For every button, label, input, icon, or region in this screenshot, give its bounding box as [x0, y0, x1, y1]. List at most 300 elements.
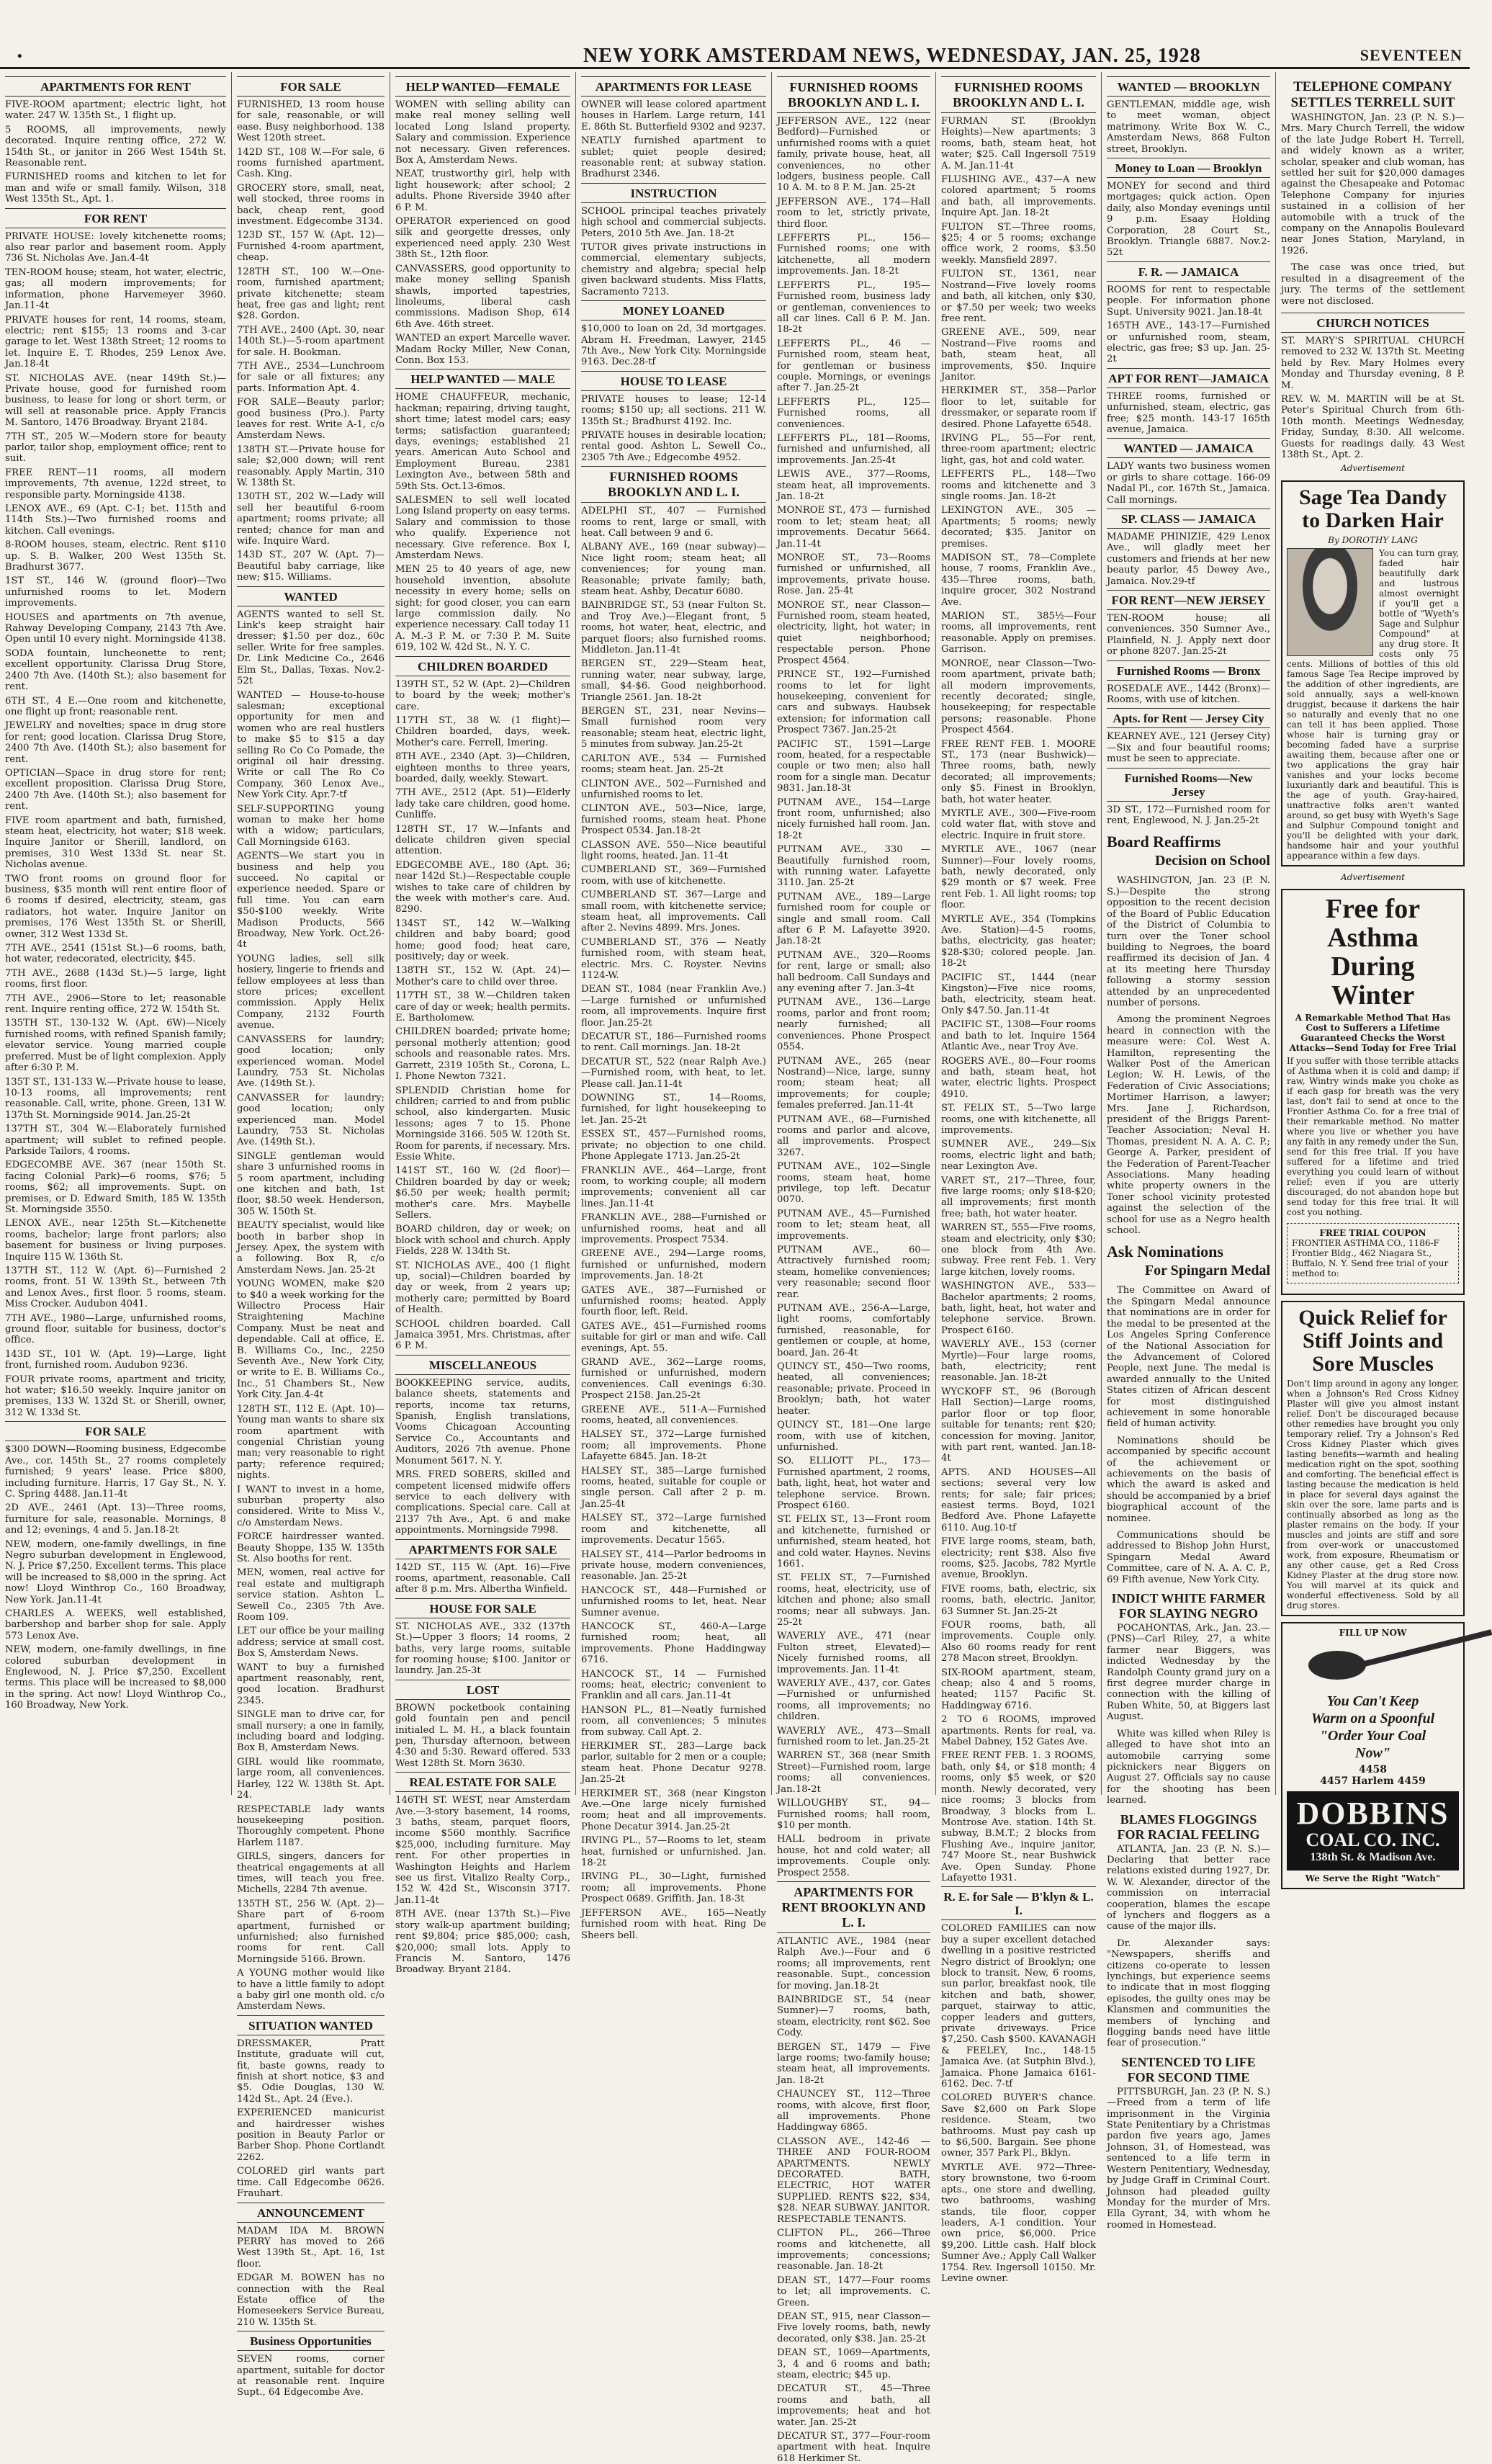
section-heading: Furnished Rooms — Bronx [1107, 660, 1270, 681]
classified-ad: DRESSMAKER, Pratt Institute, graduate will cut, fit, baste gowns, ready to finish at short notice, $3 and $5. Odie Douglas, 130 W. 142d St., Apt. 24 (Eve.). [237, 2038, 385, 2105]
classified-ad: 142D ST., 115 W. (Apt. 16)—Five rooms, apartment, reasonable. Call after 8 p.m. Mrs. Albertha Winfield. [395, 1562, 570, 1595]
ad-body: If you suffer with those terrible attacks of Asthma when it is cold and damp; if raw, Wintry winds make you choke as if each gasp for breath was the very last, don't fail to send at once to the Frontier Asthma Co. for a free trial of their remarkable method. No matter where you live or whether you have any faith in any remedy under the Sun, send for this free trial. If you have suffered for a lifetime and tried everything you could learn of without relief; even if you are utterly discouraged, do not abandon hope but send today for this free trial. It will cost you nothing. [1287, 1056, 1459, 1218]
ad-list [581, 394, 766, 463]
classified-ad: ROOMS for rent to respectable people. For information phone Supt. University 9021. Jan.18-4t [1107, 284, 1270, 318]
ad-list [237, 2038, 385, 2200]
classified-ad: FULTON ST., 1361, near Nostrand—Five lovely rooms and bath, all kitchen, only $30, or $7.50 per week; two weeks free rent. [941, 269, 1096, 324]
classified-ad: LENOX AVE., 69 (Apt. C-1; bet. 115th and 114th Sts.)—Two furnished rooms and kitchen. Call evenings. [5, 503, 226, 537]
classified-ad: PACIFIC ST., 1444 (near Kingston)—Five nice rooms, bath, electricity, steam heat. Only $47.50. Jan.11-4t [941, 972, 1096, 1016]
story-paragraph: WASHINGTON, Jan. 23 (P. N. S.)—Despite the strong opposition to the recent decision of the Board of Public Education of the District of Columbia to turn over the Toner school building to Negroes, the board reaffirmed its decision of Jan. 4 at its meeting here Thursday following a stormy session attended by an unprecedented number of persons. [1107, 875, 1270, 1008]
classified-ad: 7TH AVE., 2534—Lunchroom for sale or all fixtures; any parts. Information Apt. 4. [237, 360, 385, 394]
classified-ad: CARLTON AVE., 534 — Furnished rooms; steam heat. Jan. 25-2t [581, 753, 766, 776]
classified-ad: YOUNG WOMEN, make $20 to $40 a week working for the Willectro Process Hair Straightening Machine Company. Must be neat and dependable. Call at office, E. B. Williams Co., Inc., 2250 Seventh Ave., New York City, or write to E. B. Williams Co., Inc., 51 Chambers St., New York City. Jan.4-4t [237, 1278, 385, 1401]
column-6 [936, 72, 1102, 2284]
classified-ad: WOMEN with selling ability can make real money selling well located Long Island property. Salary and commission. Experience not necessary. Given references. Box A, Amsterdam News. [395, 99, 570, 166]
classified-ad: 146TH ST. WEST, near Amsterdam Ave.—3-story basement, 14 rooms, 3 baths, steam, parquet floors, income $560 monthly. Sacrifice $25,000, including furniture. May rent. For other properties in Washington Heights and Harlem see us first. Vitalizo Realty Corp., 152 W. 42d St., Wisconsin 3717. Jan.11-4t [395, 1795, 570, 1906]
advertisement-label: Advertisement [1341, 872, 1405, 882]
classified-ad: SELF-SUPPORTING young woman to make her home with a widow; particulars, Call Morningside 6163. [237, 803, 385, 848]
classified-ad: SODA fountain, luncheonette to rent; excellent opportunity. Clarissa Drug Store, 2400 7th Ave. (140th St.); also basement for rent. [5, 648, 226, 693]
dobbins-logo [1287, 1791, 1459, 1871]
ad-list [5, 99, 226, 205]
free-trial-coupon[interactable] [1287, 1223, 1459, 1283]
ad-list [1281, 336, 1465, 460]
classified-ad: 130TH ST., 202 W.—Lady will sell her beautiful 6-room apartment; rooms private; all rented; chance for man and wife. Inquire Ward. [237, 491, 385, 547]
ad-list [237, 609, 385, 2012]
section-heading: MISCELLANEOUS [395, 1355, 570, 1375]
classified-ad: DEAN ST., 1477—Four rooms to let; all improvements. C. Green. [777, 2275, 930, 2308]
section-heading: Furnished Rooms—New Jersey [1107, 768, 1270, 802]
classified-ad: CHAUNCEY ST., 112—Three rooms, with alcove, first floor, all improvements. Phone Haddingway 6865. [777, 2089, 930, 2133]
classified-ad: BOOKKEEPING service, audits, balance sheets, statements and reports, income tax returns, Spanish, English translations, Vooms Chicagoan Accounting Service Co., Accountants and Auditors, 2026 7th avenue. Phone Monument 5617. N. Y. [395, 1377, 570, 1466]
news-subheadline: Decision on School [1154, 853, 1270, 869]
page-number: SEVENTEEN [1360, 46, 1462, 64]
classified-ad: PACIFIC ST., 1591—Large room, heated, for a respectable couple or two men; also hall room for a single man. Decatur 9831. Jan.18-3t [777, 738, 930, 794]
news-subheadline: For Spingarn Medal [1144, 1263, 1270, 1279]
ad-headline: Stiff Joints and [1302, 1329, 1444, 1353]
woman-portrait-icon [1287, 548, 1373, 656]
classified-ad: SALESMEN to sell well located Long Island property on easy terms. Salary and commission to those who qualify. Experience not necessary. Give reference. Box I, Amsterdam News. [395, 495, 570, 562]
section-heading: FURNISHED ROOMS BROOKLYN AND L. I. [777, 76, 930, 113]
classified-ad: MRS. FRED SOBERS, skilled and competent licensed midwife offers service to each delivery with complications. Special care. Call at 2137 7th Ave., Apt. 6 and make appointments. Morningside 7998. [395, 1469, 570, 1536]
ad-headline: During Winter [1331, 951, 1415, 1011]
column-7 [1102, 72, 1276, 2231]
classified-ad: YOUNG ladies, sell silk hosiery, lingerie to friends and fellow employees at less than store prices; excellent commission. Apply Helix Company, 2132 Fourth avenue. [237, 953, 385, 1031]
classified-ad: FOUR rooms, bath, all improvements. Couple only. Also 60 rooms ready for rent 278 Macon street, Brooklyn. [941, 1620, 1096, 1665]
classified-ad: CHARLES A. WEEKS, well established, barbershop and barber shop for sale. Apply 573 Lenox Ave. [5, 1608, 226, 1641]
classified-ad: MARION ST., 385½—Four rooms, all improvements, rent reasonable. Apply on premises. Garrison. [941, 611, 1096, 655]
classified-ad: PUTNAM AVE., 256-A—Large, light rooms, comfortably furnished, reasonable, for gentlemen or couple, at home, board, Jan. 26-4t [777, 1303, 930, 1358]
classified-ad: WAVERLY AVE., 437, cor. Gates—Furnished or unfurnished rooms, all improvements; no children. [777, 1678, 930, 1723]
classified-ad: 117TH ST., 38 W.—Children taken care of day or week; health permits. E. Bartholomew. [395, 990, 570, 1024]
classified-ad: TEN-ROOM house; steam, hot water, electric, gas; all modern improvements; for information, phone Harvemeyer 3960. Jan.11-4t [5, 266, 226, 312]
classified-ad: GROCERY store, small, neat, well stocked, three rooms in back, cheap rent, good investment. Edgecombe 3134. [237, 182, 385, 228]
classified-ad: ST. MARY'S SPIRITUAL CHURCH removed to 232 W. 137th St. Meeting held by Rev. Mary Holmes every Monday and Thursday evening, 8 P. M. [1281, 335, 1465, 391]
classified-ad: LENOX AVE., near 125th St.—Kitchenette rooms, bachelor; large front parlors; also basement for business or living purposes. Inquire 115 W. 136th St. [5, 1218, 226, 1263]
ad-slogan: You Can't Keep [1326, 1693, 1419, 1710]
story-paragraph: ATLANTA, Jan. 23 (P. N. S.)—Declaring that better race relations existed during 1927, Dr. W. W. Alexander, director of the commission on interracial cooperation, blames the escape of lynchers and floggers as a cause of the major ills. [1107, 1843, 1270, 1932]
section-heading: FOR RENT [5, 208, 226, 228]
classified-ad: FRANKLIN AVE., 288—Furnished or unfurnished rooms, heat and all improvements. Prospect 7534. [581, 1212, 766, 1245]
classified-ad: GRAND AVE., 362—Large rooms, furnished or unfurnished, modern conveniences. Call evenings 6:30. Prospect 2158. Jan.25-2t [581, 1357, 766, 1402]
section-heading: R. E. for Sale — B'klyn & L. I. [941, 1886, 1096, 1920]
classified-ad: PRIVATE houses in desirable location; rental good. Ashton L. Sewell Co., 2305 7th Ave.; Edgecombe 4952. [581, 429, 766, 463]
ad-list [5, 1444, 226, 1711]
classified-ad: PUTNAM AVE., 68—Furnished rooms and parlor and alcove, all improvements. Prospect 3267. [777, 1114, 930, 1158]
classified-ad: PUTNAM AVE., 189—Large furnished room for couple or single and small room. Call after 6 P. M. Lafayette 3920. Jan.18-2t [777, 891, 930, 947]
section-heading: Money to Loan — Brooklyn [1107, 158, 1270, 178]
story-paragraph: Among the prominent Negroes heard in connection with the measure were: Col. West A. Hamilton, representing the Walker Post of the American Legion; W. H. Lewis, of the Federation of Civic Associations; Mortimer Harrison, a lawyer; Mrs. Jane J. Richardson, president of the Briggs Parent-Teacher Association; Neval H. Thomas, president N. A. A. C. P.; George A. Parker, president of the Federation of Parent-Teacher Associations. Many heading white property owners in the Toner school vicinity protested against the selection of the school for use as a Negro health school. [1107, 1014, 1270, 1237]
ad-list [581, 323, 766, 368]
classified-ad: CLINTON AVE., 503—Nice, large, furnished rooms, steam heat. Phone Prospect 0534. Jan.18-2t [581, 803, 766, 837]
column-1 [0, 72, 232, 1795]
classified-ad: COLORED girl wants part time. Call Edgecombe 0626. Frauhart. [237, 2166, 385, 2200]
classified-ad: 2D AVE., 2461 (Apt. 13)—Three rooms, furniture for sale, reasonable. Mornings, 8 and 12; evenings, 4 and 5. Jan.18-2t [5, 1502, 226, 1536]
classified-ad: WASHINGTON AVE., 533—Bachelor apartments; 2 rooms, bath, light, heat, hot water and telephone service. Brown. Prospect 6160. [941, 1281, 1096, 1336]
classified-ad: WILLOUGHBY ST., 94—Furnished rooms; hall room, $10 per month. [777, 1798, 930, 1831]
classified-ad: PRIVATE houses to lease; 12-14 rooms; $150 up; all sections. 211 W. 135th St.; Bradhurst 4192. Inc. [581, 393, 766, 427]
ad-list [395, 1378, 570, 1536]
classified-ad: FLUSHING AVE., 437—A new colored apartment; 5 rooms and bath, all improvements. Inquire Apt. Jan. 18-2t [941, 174, 1096, 219]
classified-ad: 1ST ST., 146 W. (ground floor)—Two unfurnished rooms to let. Modern improvements. [5, 575, 226, 609]
classified-ad: REV. W. M. MARTIN will be at St. Peter's Spiritual Church from 6th-10th month. Meetings Wednesday, Friday, Sunday, 8:30. All welcome. Guests for readings daily. 43 West 138th St., Apt. 2. [1281, 393, 1465, 460]
classified-ad: 165TH AVE., 143-17—Furnished or unfurnished room, steam, electric, gas free; $3 up. Jan. 25-2t [1107, 321, 1270, 365]
classified-ad: GIRLS, singers, dancers for theatrical engagements at all times, will teach you free. Michells, 2284 7th avenue. [237, 1851, 385, 1896]
classified-ad: HOME CHAUFFEUR, mechanic, hackman; repairing, driving taught, short time; latest model cars; easy terms; satisfaction guaranteed; days, evenings; established 21 years. American Auto School and Employment Bureau, 2381 Lexington Ave., between 58th and 59th Sts. Oct.13-6mos. [395, 392, 570, 492]
column-5 [772, 72, 936, 2464]
classified-ad: HALSEY ST., 372—Large furnished room; all improvements. Phone Lafayette 6845. Jan. 18-2t [581, 1429, 766, 1463]
classified-ad: ST. FELIX ST., 13—Front room and kitchenette, furnished or unfurnished, steam heated, hot and cold water. Haynes. Nevins 1661. [777, 1514, 930, 1569]
classified-ad: 5 ROOMS, all improvements, newly decorated. Inquire renting office, 272 W. 154th St., or janitor in 266 West 154th St. Reasonable rent. [5, 124, 226, 169]
classified-ad: CLIFTON PL., 266—Three rooms and kitchenette, all improvements; concessions; reasonable. Jan. 18-2t [777, 2228, 930, 2272]
ad-tag: FILL UP NOW [1339, 1628, 1407, 1639]
classified-ad: LEFFERTS PL., 148—Two rooms and kitchenette and 3 single rooms. Jan. 18-2t [941, 469, 1096, 502]
classified-ad: DEAN ST., 1069—Apartments, 3, 4 and 6 rooms and bath; steam, electric; $45 up. [777, 2347, 930, 2380]
section-heading: Business Opportunities [237, 2331, 385, 2351]
news-story [1107, 875, 1270, 1236]
classified-ad: ROGERS AVE., 80—Four rooms and bath, steam heat, hot water, electric lights. Prospect 4910. [941, 1055, 1096, 1100]
classified-ad: BAINBRIDGE ST., 53 (near Fulton St. and Troy Ave.)—Elegant front, 5 rooms, hot water, heat, electric, and parquet floors; also furnished rooms. Middleton. Jan.11-4t [581, 600, 766, 656]
story-paragraph: Dr. Alexander says: "Newspapers, sheriffs and citizens co-operate to lessen lynchings, but experience seems to indicate that in most flogging episodes, the guilty ones may be Klansmen and communities the members of lynching and flogging bands need have little fear of prosecution." [1107, 1937, 1270, 2049]
classified-ad: 8-ROOM houses, steam, electric. Rent $110 up. S. B. Walker, 200 West 135th St. Bradhurst 3677. [5, 539, 226, 573]
classified-ad: FURNISHED rooms and kitchen to let for man and wife or small family. Wilson, 318 West 135th St., Apt. 1. [5, 171, 226, 205]
ad-headline: Free for Asthma [1325, 894, 1421, 954]
classified-ad: HALSEY ST., 414—Parlor bedrooms in private house, modern conveniences, reasonable. Jan. 25-2t [581, 1549, 766, 1582]
ad-list [395, 1795, 570, 1976]
classified-ad: NEAT, trustworthy girl, help with light housework; after school; 2 adults. Phone Riverside 3940 after 6 P. M. [395, 169, 570, 213]
classified-ad: 128TH ST., 100 W.—One-room, furnished apartment; private kitchenette; steam heat, free gas and light; rent $28. Gordon. [237, 266, 385, 322]
classified-ad: FOR SALE—Beauty parlor; good business (Pro.). Party leaves for rest. Write A-1, c/o Amsterdam News. [237, 397, 385, 442]
classified-ad: BEAUTY specialist, would like booth in barber shop in Jersey. Apex, the system with a following. Box R, c/o Amsterdam News. Jan. 25-2t [237, 1220, 385, 1276]
section-heading: ANNOUNCEMENT [237, 2203, 385, 2223]
classified-ad: SINGLE gentleman would share 3 unfurnished rooms in 5 room apartment, including one kitchen and bath, 1st floor, $8.50 week. Henderson, 305 W. 150th St. [237, 1150, 385, 1217]
classified-ad: CLASSON AVE. 550—Nice beautiful light rooms, heated. Jan. 11-4t [581, 839, 766, 861]
ad-list [1107, 805, 1270, 827]
news-headline: Ask Nominations [1107, 1242, 1223, 1261]
section-heading: F. R. — JAMAICA [1107, 261, 1270, 282]
classified-ad: WANTED — House-to-house salesman; exceptional opportunity for men and women who are real hustlers to make $5 to $15 a day selling Ro Co Co Pomade, the original oil hair dressing. Write or call The Ro Co Company, 360 Lenox Ave., New York City. Apr.7-tf [237, 689, 385, 801]
company-motto: We Serve the Right "Watch" [1305, 1873, 1441, 1883]
classified-ad: SUMNER AVE., 249—Six rooms, electric light and bath; near Lexington Ave. [941, 1139, 1096, 1173]
classified-ad: DECATUR ST., 45—Three rooms and bath, all improvements; heat and hot water. Jan. 25-2t [777, 2383, 930, 2428]
classified-ad: FIVE rooms, bath, electric, six rooms, bath, electric. Janitor, 63 Sumner St. Jan.25-2t [941, 1583, 1096, 1617]
classified-ad: DECATUR ST., 522 (near Ralph Ave.)—Furnished room, with heat, to let. Please call. Jan.11-4t [581, 1056, 766, 1090]
classified-ad: 134ST ST., 142 W.—Walking children and baby board; good home; good food; heat care, positively; day or week. [395, 918, 570, 963]
classified-ad: GATES AVE., 387—Furnished or unfurnished rooms; heated. Apply fourth floor, left. Reid. [581, 1284, 766, 1318]
classified-ad: MEN 25 to 40 years of age, new household invention, absolute necessity in every home; sells on sight; for good closer, you can earn large commission daily. No experience necessary. Call today 11 A. M.-3 P. M. or 7:30 P. M. Suite 619, 102 W. 42d St., N. Y. C. [395, 564, 570, 653]
ad-lead: A Remarkable Method That Has Cost to Sufferers a Lifetime Guaranteed Checks the Worst Attacks—Send Today for Free Trial [1289, 1013, 1457, 1054]
classified-ad: MONROE ST., near Classon—Furnished room, steam heated, electricity, light, hot water; in quiet neighborhood; respectable person. Phone Prospect 4564. [777, 599, 930, 666]
classified-ad: TEN-ROOM house; all conveniences. 350 Sumner Ave., Plainfield, N. J. Apply next door or phone 8207. Jan.25-2t [1107, 613, 1270, 658]
ad-list [237, 99, 385, 583]
classified-ad: BAINBRIDGE ST., 54 (near Sumner)—7 rooms, bath, steam, electricity, rent $62. See Cody. [777, 1994, 930, 2039]
classified-ad: SINGLE man to drive car, for small nursery; a one in family, including board and lodging. Box B, Amsterdam News. [237, 1709, 385, 1754]
section-heading: WANTED — BROOKLYN [1107, 76, 1270, 97]
news-story [1281, 112, 1465, 307]
classified-ad: ST. FELIX ST., 5—Two large rooms, one with kitchenette, all improvements. [941, 1103, 1096, 1136]
section-heading: FOR RENT—NEW JERSEY [1107, 590, 1270, 610]
classified-ad: LEFFERTS PL., 46 — Furnished room, steam heat, for gentleman or business couple. Mornings, or evenings after 7. Jan.25-2t [777, 338, 930, 394]
ad-list [941, 1923, 1096, 2284]
classified-ad: BERGEN ST., 229—Steam heat, running water, near subway, large, small, $4-$6. Good neighborhood. Triangle 2561. Jan. 18-2t [581, 658, 766, 703]
classified-ad: WANT to buy a furnished apartment reasonably, rent, good location. Bradhurst 2345. [237, 1662, 385, 1706]
company-name: DOBBINS [1296, 1796, 1450, 1831]
classified-ad: BERGEN ST., 231, near Nevins—Small furnished room very reasonable; steam heat, electric light, 5 minutes from subway. Jan.25-2t [581, 706, 766, 751]
classified-ad: VARET ST., 217—Three, four, five large rooms; only $18-$20; all improvements; first month free; bath, hot water heater. [941, 1175, 1096, 1219]
section-heading: WANTED [237, 586, 385, 606]
column-3 [390, 72, 576, 1976]
classified-ad: BROWN pocketbook containing gold fountain pen and pencil initialed L. M. H., a black fountain pen, Thursday afternoon, between 4:30 and 5:30. Reward offered. 533 West 128th St. Morn 3630. [395, 1702, 570, 1769]
ad-list [777, 116, 930, 1878]
classified-ad: MYRTLE AVE., 1067 (near Sumner)—Four lovely rooms, bath, newly decorated, only $29 month or $7 week. Free rent Feb. 1. All light rooms; top floor. [941, 844, 1096, 911]
classified-ad: QUINCY ST., 450—Two rooms, heated, all conveniences; reasonable; private. Proceed in Brooklyn; bath, hot water heater. [777, 1361, 930, 1417]
column-4 [576, 72, 772, 1941]
classified-ad: CANVASSERS for laundry; good location; only experienced woman. Model Laundry, 753 St. Nicholas Ave. (149th St.). [237, 1034, 385, 1090]
ad-list [1107, 391, 1270, 436]
classified-ad: 7TH AVE., 2400 (Apt. 30, near 140th St.)—5-room apartment for sale. H. Bookman. [237, 324, 385, 358]
classified-ad: ALBANY AVE., 169 (near subway)—Nice light room; steam heat; all conveniences; for young man. Reasonable; private family; bath, steam heat. Ashby, Decatur 6080. [581, 542, 766, 597]
classified-ad: JEFFERSON AVE., 174—Hall room to let, strictly private, third floor. [777, 196, 930, 230]
classified-ad: SO. ELLIOTT PL., 173—Furnished apartment, 2 rooms, bath, light, heat, hot water and telephone service. Brown. Prospect 6160. [777, 1456, 930, 1511]
news-headline: Board Reaffirms [1107, 833, 1221, 851]
classified-ad: SCHOOL children boarded. Call Jamaica 3951, Mrs. Christmas, after 6 P. M. [395, 1318, 570, 1352]
advertisement-label: Advertisement [1341, 463, 1405, 474]
classified-ad: WAVERLY AVE., 471 (near Fulton street, Elevated)—Nicely furnished rooms, all improvements. Jan. 11-4t [777, 1631, 930, 1675]
section-heading: APARTMENTS FOR SALE [395, 1539, 570, 1559]
classified-ad: 123D ST., 157 W. (Apt. 12)—Furnished 4-room apartment, cheap. [237, 230, 385, 264]
ad-headline: to Darken Hair [1302, 508, 1444, 532]
classified-ad: IRVING PL., 30—Light, furnished room; all improvements. Phone Prospect 0689. Griffith. Jan. 18-3t [581, 1871, 766, 1905]
classified-ad: OPTICIAN—Space in drug store for rent; excellent proposition. Clarissa Drug Store, 2400 7th Ave. (140th St.); also basement for rent. [5, 767, 226, 812]
classified-ad: RESPECTABLE lady wants housekeeping position. Thoroughly competent. Phone Harlem 1187. [237, 1804, 385, 1848]
classified-ad: MADAME PHINIZIE, 429 Lenox Ave., will gladly meet her customers and friends at her new beauty parlor, 45 Dewey Ave., Jamaica. Nov.29-tf [1107, 531, 1270, 587]
section-heading: HOUSE TO LEASE [581, 371, 766, 391]
ad-list [1107, 684, 1270, 706]
masthead-bullet: • [16, 49, 24, 64]
classified-ad: ST. FELIX ST., 7—Furnished rooms, heat, electricity, use of kitchen and phone; also small rooms; near all subways. Jan. 25-2t [777, 1572, 930, 1628]
section-heading: SP. CLASS — JAMAICA [1107, 509, 1270, 529]
story-paragraph: WASHINGTON, Jan. 23 (P. N. S.)—Mrs. Mary Church Terrell, the widow of the late Judge Robert H. Terrell, and widely known as a writer, scholar, speaker and club woman, has settled her suit for $20,000 damages against the Chesapeake and Potomac Telephone Company for injuries sustained in a collision of her automobile with a truck of the company on the Annapolis Boulevard near Jones Station, Maryland, in 1926. [1281, 112, 1465, 256]
classified-ad: ST. NICHOLAS AVE., 332 (137th St.)—Upper 3 floors; 14 rooms, 2 baths, very large rooms, suitable for rooming house; $100. Janitor or laundry. Jan.25-3t [395, 1621, 570, 1677]
coupon-body: FRONTIER ASTHMA CO., 1186-F Frontier Bldg., 462 Niagara St., Buffalo, N. Y. Send free trial of your method to: [1292, 1238, 1449, 1279]
section-heading: FURNISHED ROOMS BROOKLYN AND L. I. [941, 76, 1096, 113]
classified-ad: LET our office be your mailing address; service at small cost. Box S, Amsterdam News. [237, 1626, 385, 1659]
classified-ad: ST. NICHOLAS AVE. (near 149th St.)—Private house, good for furnished room business, to lease for long or short term, or will sell at reasonable price. Apply Francis M. Santoro, 1476 Broadway. Bryant 2184. [5, 372, 226, 429]
classified-ad: FOUR private rooms, apartment and tricity, hot water; $16.50 weekly. Inquire janitor on premises, 133 W. 132d St. or Sherill, owner, 312 W. 133d St. [5, 1374, 226, 1418]
sage-tea-ad [1281, 480, 1465, 866]
classified-ad: GATES AVE., 451—Furnished rooms suitable for girl or man and wife. Call evenings, Apt. 55. [581, 1320, 766, 1354]
classified-ad: ROSEDALE AVE., 1442 (Bronx)—Rooms, with use of kitchen. [1107, 683, 1270, 706]
classified-ad: PRINCE ST., 192—Furnished rooms to let for light housekeeping, convenient for cars and subways. Haubsek extension; for information call Prospect 7367. Jan.25-2t [777, 669, 930, 736]
classified-columns [0, 72, 1470, 2464]
classified-ad: LEFFERTS PL., 156—Furnished rooms; one with kitchenette, all modern improvements. Jan. 18-2t [777, 233, 930, 277]
ad-list [1107, 181, 1270, 259]
ad-list [581, 506, 766, 1941]
ad-list [581, 99, 766, 180]
newspaper-title: NEW YORK AMSTERDAM NEWS, WEDNESDAY, JAN. 25, 1928 [583, 45, 1201, 67]
classified-ad: FURNISHED, 13 room house for sale, reasonable, or will ease. Busy neighborhood. 138 West 120th street. [237, 99, 385, 144]
classified-ad: CUMBERLAND ST., 376 — Neatly furnished room, with steam heat, electric. Mrs. C. Royster. Nevins 1124-W. [581, 936, 766, 981]
classified-ad: MONROE ST., 73—Rooms furnished or unfurnished, all improvements, private house. Rose. Jan. 25-4t [777, 552, 930, 597]
section-heading: INSTRUCTION [581, 183, 766, 203]
classified-ad: 137TH ST., 112 W. (Apt. 6)—Furnished 2 rooms, front. 51 W. 139th St., between 7th and Lenox Aves., first floor. 5 rooms, steam. Miss Crocker. Audubon 4041. [5, 1265, 226, 1310]
classified-ad: 138TH ST., 152 W. (Apt. 24)—Mother's care to child over three. [395, 965, 570, 987]
classified-ad: 141ST ST., 160 W. (2d floor)—Children boarded by day or week; $6.50 per week; health permit; mother's care. Mrs. Maybelle Sellers. [395, 1165, 570, 1221]
classified-ad: HANCOCK ST., 14 — Furnished rooms; heat, electric; convenient to Franklin and all cars. Jan.11-4t [581, 1668, 766, 1702]
classified-ad: SPLENDID Christian home for children; carried to and from public school, also kindergarten. Music lessons; ages 7 to 15. Phone Morningside 3166. 505 W. 120th St. Room for parents, if necessary. Mrs. Essie White. [395, 1085, 570, 1162]
ad-list [395, 1703, 570, 1769]
section-heading: APARTMENTS FOR LEASE [581, 76, 766, 97]
classified-ad: WARREN ST., 368 (near Smith Street)—Furnished room, large rooms; all conveniences. Jan.18-2t [777, 1750, 930, 1795]
classified-ad: FREE RENT FEB. 1. MOORE ST., 173 (near Bushwick)—Three rooms, bath, newly decorated; all improvements; only $5. Finest in Brooklyn, bath, hot water heater. [941, 738, 1096, 805]
classified-ad: GREENE AVE., 511-A—Furnished rooms, heated, all conveniences. [581, 1404, 766, 1427]
classified-ad: CANVASSERS, good opportunity to make money selling Spanish shawls, imported tapestries, linoleums, liberal cash commissions. Madison Shop, 614 6th Ave. 46th street. [395, 263, 570, 330]
classified-ad: DEAN ST., 915, near Classon—Five lovely rooms, bath, newly decorated, only $38. Jan. 25-2t [777, 2311, 930, 2344]
classified-ad: ESSEX ST., 457—Furnished rooms, private; no objection to one child. Phone Applegate 1713. Jan.25-2t [581, 1129, 766, 1162]
ad-slogan: "Order Your Coal [1319, 1728, 1426, 1744]
section-heading: FURNISHED ROOMS BROOKLYN AND L. I. [581, 466, 766, 503]
section-heading: CHILDREN BOARDED [395, 656, 570, 676]
news-story [1107, 1844, 1270, 2049]
phone-number: 4458 [1359, 1764, 1387, 1776]
coupon-title: FREE TRIAL COUPON [1319, 1228, 1426, 1239]
classified-ad: AGENTS wanted to sell St. Link's keep straight hair dresser; $1.50 per doz., 60c seller. Write for free samples. Dr. Link Medicine Co., 2646 Elm St., Dallas, Texas. Nov.2-52t [237, 609, 385, 687]
classified-ad: OWNER will lease colored apartment houses in Harlem. Large return, 141 E. 86th St. Butterfield 9302 and 9237. [581, 99, 766, 133]
classified-ad: PUTNAM AVE., 320—Rooms for rent, large or small; also hall bedroom. Call Sundays and any evening after 7. Jan.3-4t [777, 949, 930, 995]
ad-list [1107, 285, 1270, 365]
classified-ad: PUTNAM AVE., 154—Large front room, unfurnished; also nicely furnished hall room. Jan. 18-2t [777, 797, 930, 841]
classified-ad: NEW, modern, one-family dwellings, in fine colored suburban development in Englewood, N. J. Price $7,250. Excellent terms. This place will be increased to $8,000 in the spring. Act now! Lloyd Winthrop Co., 160 Broadway, New York. [5, 1644, 226, 1711]
classified-ad: ST. NICHOLAS AVE., 400 (1 flight up, social)—Children boarded by day or week, from 2 years up; motherly care; permitted by Board of Health. [395, 1260, 570, 1316]
classified-ad: 2 TO 6 ROOMS, improved apartments. Rents for real, va. Mabel Dabney, 152 Gates Ave. [941, 1714, 1096, 1748]
phone-number: 4457 Harlem 4459 [1320, 1775, 1426, 1787]
classified-ad: COLORED FAMILIES can now buy a super excellent detached dwelling in a positive restricted Negro district of Brooklyn; one block to transit. New, 6 rooms, sun parlor, breakfast nook, tile kitchen and bath, shower, parquet, stairway to attic, copper leaders and gutters, private driveways. Price $7,250. Cash $500. KAVANAGH & FEELEY, Inc., 148-15 Jamaica Ave. (at Sutphin Blvd.), Jamaica. Phone Jamaica 6161-6162. Dec. 7-tf [941, 1923, 1096, 2090]
ad-headline: Sage Tea Dandy [1298, 485, 1447, 509]
classified-ad: 135TH ST., 256 W. (Apt. 2)—Share part of 6-room apartment, furnished or unfurnished; also furnished rooms for rent. Call Morningside 5166. Brown. [237, 1898, 385, 1965]
classified-ad: 139TH ST., 52 W. (Apt. 2)—Children to board by the week; mother's care. [395, 678, 570, 712]
column-2 [232, 72, 390, 2398]
classified-ad: OPERATOR experienced on good silk and georgette dresses, only experienced need apply. 230 West 38th St., 12th floor. [395, 216, 570, 261]
classified-ad: WYCKOFF ST., 96 (Borough Hall Section)—Large rooms, parlor floor or top floor, suitable for tenants; rent $20; concession for moving. Janitor, with part rent, wanted. Jan.18-4t [941, 1386, 1096, 1464]
classified-ad: GREENE AVE., 509, near Nostrand—Five rooms and bath, steam heat, all improvements, $50. Inquire Janitor. [941, 327, 1096, 382]
classified-ad: 3D ST., 172—Furnished room for rent, Englewood, N. J. Jan.25-2t [1107, 804, 1270, 827]
classified-ad: EDGECOMBE AVE. 367 (near 150th St. facing Colonial Park)—6 rooms, $76; 5 rooms, $62; all improvements. Supt. on premises, or D. Edward Smith, 185 W. 135th St. Morningside 3550. [5, 1160, 226, 1215]
classified-ad: SIX-ROOM apartment, steam, cheap; also 4 and 5 rooms, heated; 1157 Pacific St. Haddingway 6716. [941, 1667, 1096, 1711]
classified-ad: FURMAN ST. (Brooklyn Heights)—New apartments; 3 rooms, bath, steam heat, hot water; $25. Call Ingersoll 7519 A. M. Jan.11-4t [941, 116, 1096, 171]
section-heading: APT FOR RENT—JAMAICA [1107, 368, 1270, 388]
story-paragraph: PITTSBURGH, Jan. 23 (P. N. S.)—Freed from a term of life imprisonment in the Virginia State Penitentiary by a Christmas pardon five years ago, James Johnson, 31, of Homestead, was sentenced to a life term in Western Penitentiary, Wednesday, by Judge Graff in Criminal Court. Johnson had pleaded guilty Monday for the murder of Mrs. Ella Gyrant, 34, with whom he roomed in Homestead. [1107, 2086, 1270, 2231]
classified-ad: LEXINGTON AVE., 305 — Apartments; 5 rooms; newly decorated; $35. Janitor on premises. [941, 505, 1096, 550]
kidney-plaster-ad [1281, 1301, 1465, 1616]
classified-ad: DECATUR ST., 377—Four-room apartment with heat. Inquire 618 Herkimer St. [777, 2431, 930, 2464]
ad-headline: Sore Muscles [1312, 1352, 1434, 1376]
section-heading: REAL ESTATE FOR SALE [395, 1772, 570, 1792]
classified-ad: 7TH AVE., 2688 (143d St.)—5 large, light rooms, first floor. [5, 967, 226, 990]
news-headline: SENTENCED TO LIFE FOR SECOND TIME [1121, 2054, 1256, 2084]
classified-ad: HERKIMER ST., 283—Large back parlor, suitable for 2 men or a couple; steam heat. Phone Decatur 9278. Jan.25-2t [581, 1741, 766, 1786]
ad-list [1107, 461, 1270, 506]
classified-ad: LEWIS AVE., 377—Rooms, steam heat, all improvements. Jan. 18-2t [777, 469, 930, 502]
classified-ad: HALSEY ST., 372—Large furnished room and kitchenette, all improvements. Decatur 1565. [581, 1513, 766, 1546]
classified-ad: DEAN ST., 1084 (near Franklin Ave.)—Large furnished or unfurnished room, all improvements. Inquire first floor. Jan.25-2t [581, 984, 766, 1029]
classified-ad: CUMBERLAND ST. 367—Large and small room, with kitchenette service; steam heat, all improvements. Call after 2. Nevins 4899. Mrs. Jones. [581, 890, 766, 934]
classified-ad: FREE RENT FEB. 1. 3 ROOMS, bath, only $4, or $18 month; 4 rooms, only $5 week, or $20 month. Newly decorated, very nice rooms; 3 blocks from Broadway, 3 blocks from L. Montrose Ave. station. 14th St. subway, B.M.T.; 2 blocks from Flushing Ave., inquire janitor, 747 Moore St., near Bushwick Ave. Open Sunday. Phone Lafayette 1931. [941, 1750, 1096, 1883]
classified-ad: FIVE room apartment and bath, furnished, steam heat, electricity, hot water; $18 week. Inquire Janitor or Sherill, landlord, on premises, 310 West 133d St. near St. Nicholas avenue. [5, 815, 226, 871]
section-heading: HELP WANTED — MALE [395, 369, 570, 389]
section-heading: MONEY LOANED [581, 300, 766, 321]
classified-ad: 135T ST., 131-133 W.—Private house to lease, 10-13 rooms, all improvements; rent reasonable. Call, write, phone. Green, 131 W. 137th St. Morningside 9014. Jan.25-2t [5, 1076, 226, 1121]
classified-ad: 7TH AVE., 2512 (Apt. 51)—Elderly lady take care children, good home. Cunliffe. [395, 787, 570, 821]
news-story [1107, 1623, 1270, 1806]
ad-body: Don't limp around in agony any longer, when a Johnson's Red Cross Kidney Plaster will give you almost instant relief. Don't be discouraged because other remedies have brought you only temporary relief. Try a Johnson's Red Cross Kidney Plaster which gives lasting benefits—warmth and healing medication right on the spot, soothing and comforting. The beneficial effect is lasting because the medication is held in place for several days against the skin over the sore, lame parts and is continually absorbed as long as the plaster remains on the body. If your muscles and joints are stiff and sore from over-work or unaccustomed work, from exposure, Rheumatism or any other cause, get a Red Cross Kidney Plaster at the drug store now. You will marvel at its quick and wonderful effectiveness. Sold by all drug stores. [1287, 1379, 1459, 1611]
classified-ad: PUTNAM AVE., 45—Furnished room to let; steam heat, all improvements. [777, 1208, 930, 1242]
classified-ad: $300 DOWN—Rooming business, Edgecombe Ave., cor. 145th St., 27 rooms completely furnished; 9 years' lease. Price $800, including furniture. Harris, 17 Gay St., N. Y. C. Spring 4488. Jan.11-4t [5, 1444, 226, 1500]
classified-ad: $10,000 to loan on 2d, 3d mortgages. Abram H. Freedman, Lawyer, 2145 7th Ave., New York City. Morningside 9163. Dec.28-tf [581, 323, 766, 368]
classified-ad: PUTNAM AVE., 136—Large rooms, parlor and front room; nearly furnished; all conveniences. Phone Prospect 0554. [777, 997, 930, 1053]
news-story [1107, 2087, 1270, 2231]
ad-list [1107, 532, 1270, 587]
classified-ad: CLASSON AVE., 142-46 — THREE AND FOUR-ROOM APARTMENTS. NEWLY DECORATED. BATH, ELECTRIC, HOT WATER SUPPLIED. RENTS $22, $34, $28. NEAR SUBWAY. JANITOR. RESPECTABLE TENANTS. [777, 2136, 930, 2225]
section-heading: HELP WANTED—FEMALE [395, 76, 570, 97]
classified-ad: KEARNEY AVE., 121 (Jersey City)—Six and four beautiful rooms; must be seen to appreciate. [1107, 731, 1270, 765]
section-heading: FOR SALE [5, 1421, 226, 1441]
classified-ad: GENTLEMAN, middle age, wish to meet woman, object matrimony. Write Box W. C., Amsterdam News, 868 Fulton street, Brooklyn. [1107, 99, 1270, 155]
classified-ad: 117TH ST., 38 W. (1 flight)—Children boarded, days, week. Mother's care. Ferrell, Imering. [395, 714, 570, 748]
classified-ad: FIVE large rooms, steam, bath, electricity; rent $38. Also five rooms, $25. Jacobs, 782 Myrtle avenue, Brooklyn. [941, 1536, 1096, 1581]
classified-ad: 7TH AVE., 2906—Store to let; reasonable rent. Inquire renting office, 272 W. 154th St. [5, 993, 226, 1016]
classified-ad: MONEY for second and third mortgages; quick action. Open daily, also Monday evenings until 9 p.m. Esaay Holding Corporation, 28 Court St., Brooklyn. Triangle 6887. Nov.2-52t [1107, 181, 1270, 259]
ad-list [777, 1936, 930, 2464]
classified-ad: PUTNAM AVE., 330 — Beautifully furnished room, with running water. Lafayette 3110. Jan. 25-2t [777, 844, 930, 889]
ad-list [5, 231, 226, 1419]
masthead [0, 0, 1470, 69]
dobbins-coal-ad [1281, 1622, 1465, 1889]
classified-ad: THREE rooms, furnished or unfurnished, steam, electric, gas free; $25 month. 143-17 165th avenue, Jamaica. [1107, 390, 1270, 435]
classified-ad: QUINCY ST., 181—One large room, with use of kitchen, unfurnished. [777, 1420, 930, 1453]
classified-ad: WAVERLY AVE., 153 (corner Myrtle)—Four large rooms, bath, electricity; rent reasonable. Jan. 18-2t [941, 1339, 1096, 1384]
section-heading: APARTMENTS FOR RENT [5, 76, 226, 97]
ad-list [237, 2354, 385, 2398]
classified-ad: 6TH ST., 4 E.—One room and kitchenette, one flight up front; reasonable rent. [5, 695, 226, 717]
story-paragraph: White was killed when Riley is alleged to have shot into an automobile carrying some picknickers near Biggers on August 27. Officials say no cause for the shooting has been learned. [1107, 1728, 1270, 1806]
classified-ad: MADISON ST., 78—Complete house, 7 rooms, Franklin Ave., 435—Three rooms, bath, inquire grocer, 302 Nostrand Ave. [941, 552, 1096, 608]
classified-ad: ATLANTIC AVE., 1984 (near Ralph Ave.)—Four and 6 rooms; all improvements, rent reasonable. Supt., concession for moving. Jan.18-2t [777, 1935, 930, 1992]
classified-ad: 7TH ST., 205 W.—Modern store for beauty parlor, tailor shop, employment office; rent to suit. [5, 431, 226, 465]
classified-ad: CUMBERLAND ST., 369—Furnished room, with use of kitchenette. [581, 864, 766, 887]
classified-ad: 142D ST., 108 W.—For sale, 6 rooms furnished apartment. Cash. King. [237, 146, 385, 180]
classified-ad: 128TH ST., 112 E. (Apt. 10)—Young man wants to share six room apartment with congenial Christian young man; very reasonable to right party; reference required; nights. [237, 1403, 385, 1482]
classified-ad: HERKIMER ST., 358—Parlor floor to let, suitable for dressmaker, or separate room if desired. Phone Lafayette 6548. [941, 385, 1096, 430]
news-headline: INDICT WHITE FARMER FOR SLAYING NEGRO [1111, 1591, 1266, 1621]
classified-ad: PACIFIC ST., 1308—Four rooms and bath to let. Inquire 1564 Atlantic Ave., near Troy Ave. [941, 1019, 1096, 1053]
ad-slogan: Warm on a Spoonful [1311, 1711, 1435, 1727]
section-heading: Apts. for Rent — Jersey City [1107, 708, 1270, 728]
ad-list [395, 679, 570, 1352]
classified-ad: AGENTS—We start you in business and help you succeed. No capital or experience needed. Spare or full time. You can earn $50-$100 weekly. Write Madison Products, 566 Broadway, New York. Oct.26-4t [237, 851, 385, 951]
classified-ad: LEFFERTS PL., 125—Furnished rooms, all conveniences. [777, 396, 930, 430]
ad-list [1107, 99, 1270, 155]
classified-ad: 143D ST., 101 W. (Apt. 19)—Large, light front, furnished room. Audubon 9236. [5, 1348, 226, 1371]
classified-ad: WARREN ST., 555—Five rooms, steam and electricity, only $30; one block from 4th Ave. subway. Free rent Feb. 1. Very large kitchen, lovely rooms. [941, 1222, 1096, 1278]
classified-ad: I WANT to invest in a home, suburban property also considered. Write to Miss V., c/o Amsterdam News. [237, 1484, 385, 1528]
classified-ad: EDGECOMBE AVE., 180 (Apt. 36; near 142d St.)—Respectable couple wishes to take care of children by the week with mother's care. Aud. 8290. [395, 859, 570, 915]
classified-ad: A YOUNG mother would like to have a little family to adopt a baby girl one month old. c/o Amsterdam News. [237, 1968, 385, 2012]
classified-ad: FULTON ST.—Three rooms, $25; 4 or 5 rooms; exchange office work, 2 rooms, $3.50 weekly. Mansfield 2897. [941, 221, 1096, 266]
classified-ad: HANCOCK ST., 460-A—Large furnished room; heat, all improvements. Phone Haddingway 6716. [581, 1621, 766, 1666]
classified-ad: 138TH ST.—Private house for sale; $2,000 down; will rent reasonably. Apply Martin, 310 W. 138th St. [237, 444, 385, 488]
classified-ad: 8TH AVE., 2340 (Apt. 3)—Children, eighteen months to three years, boarded, daily, weekly. Stewart. [395, 751, 570, 784]
classified-ad: TUTOR gives private instructions in commercial, elementary subjects, chemistry and algebra; special help given backward students. Miss Flatts, Sacramento 7213. [581, 242, 766, 297]
classified-ad: SEVEN rooms, corner apartment, suitable for doctor at reasonable rent. Inquire Supt., 64 Edgecombe Ave. [237, 2354, 385, 2398]
